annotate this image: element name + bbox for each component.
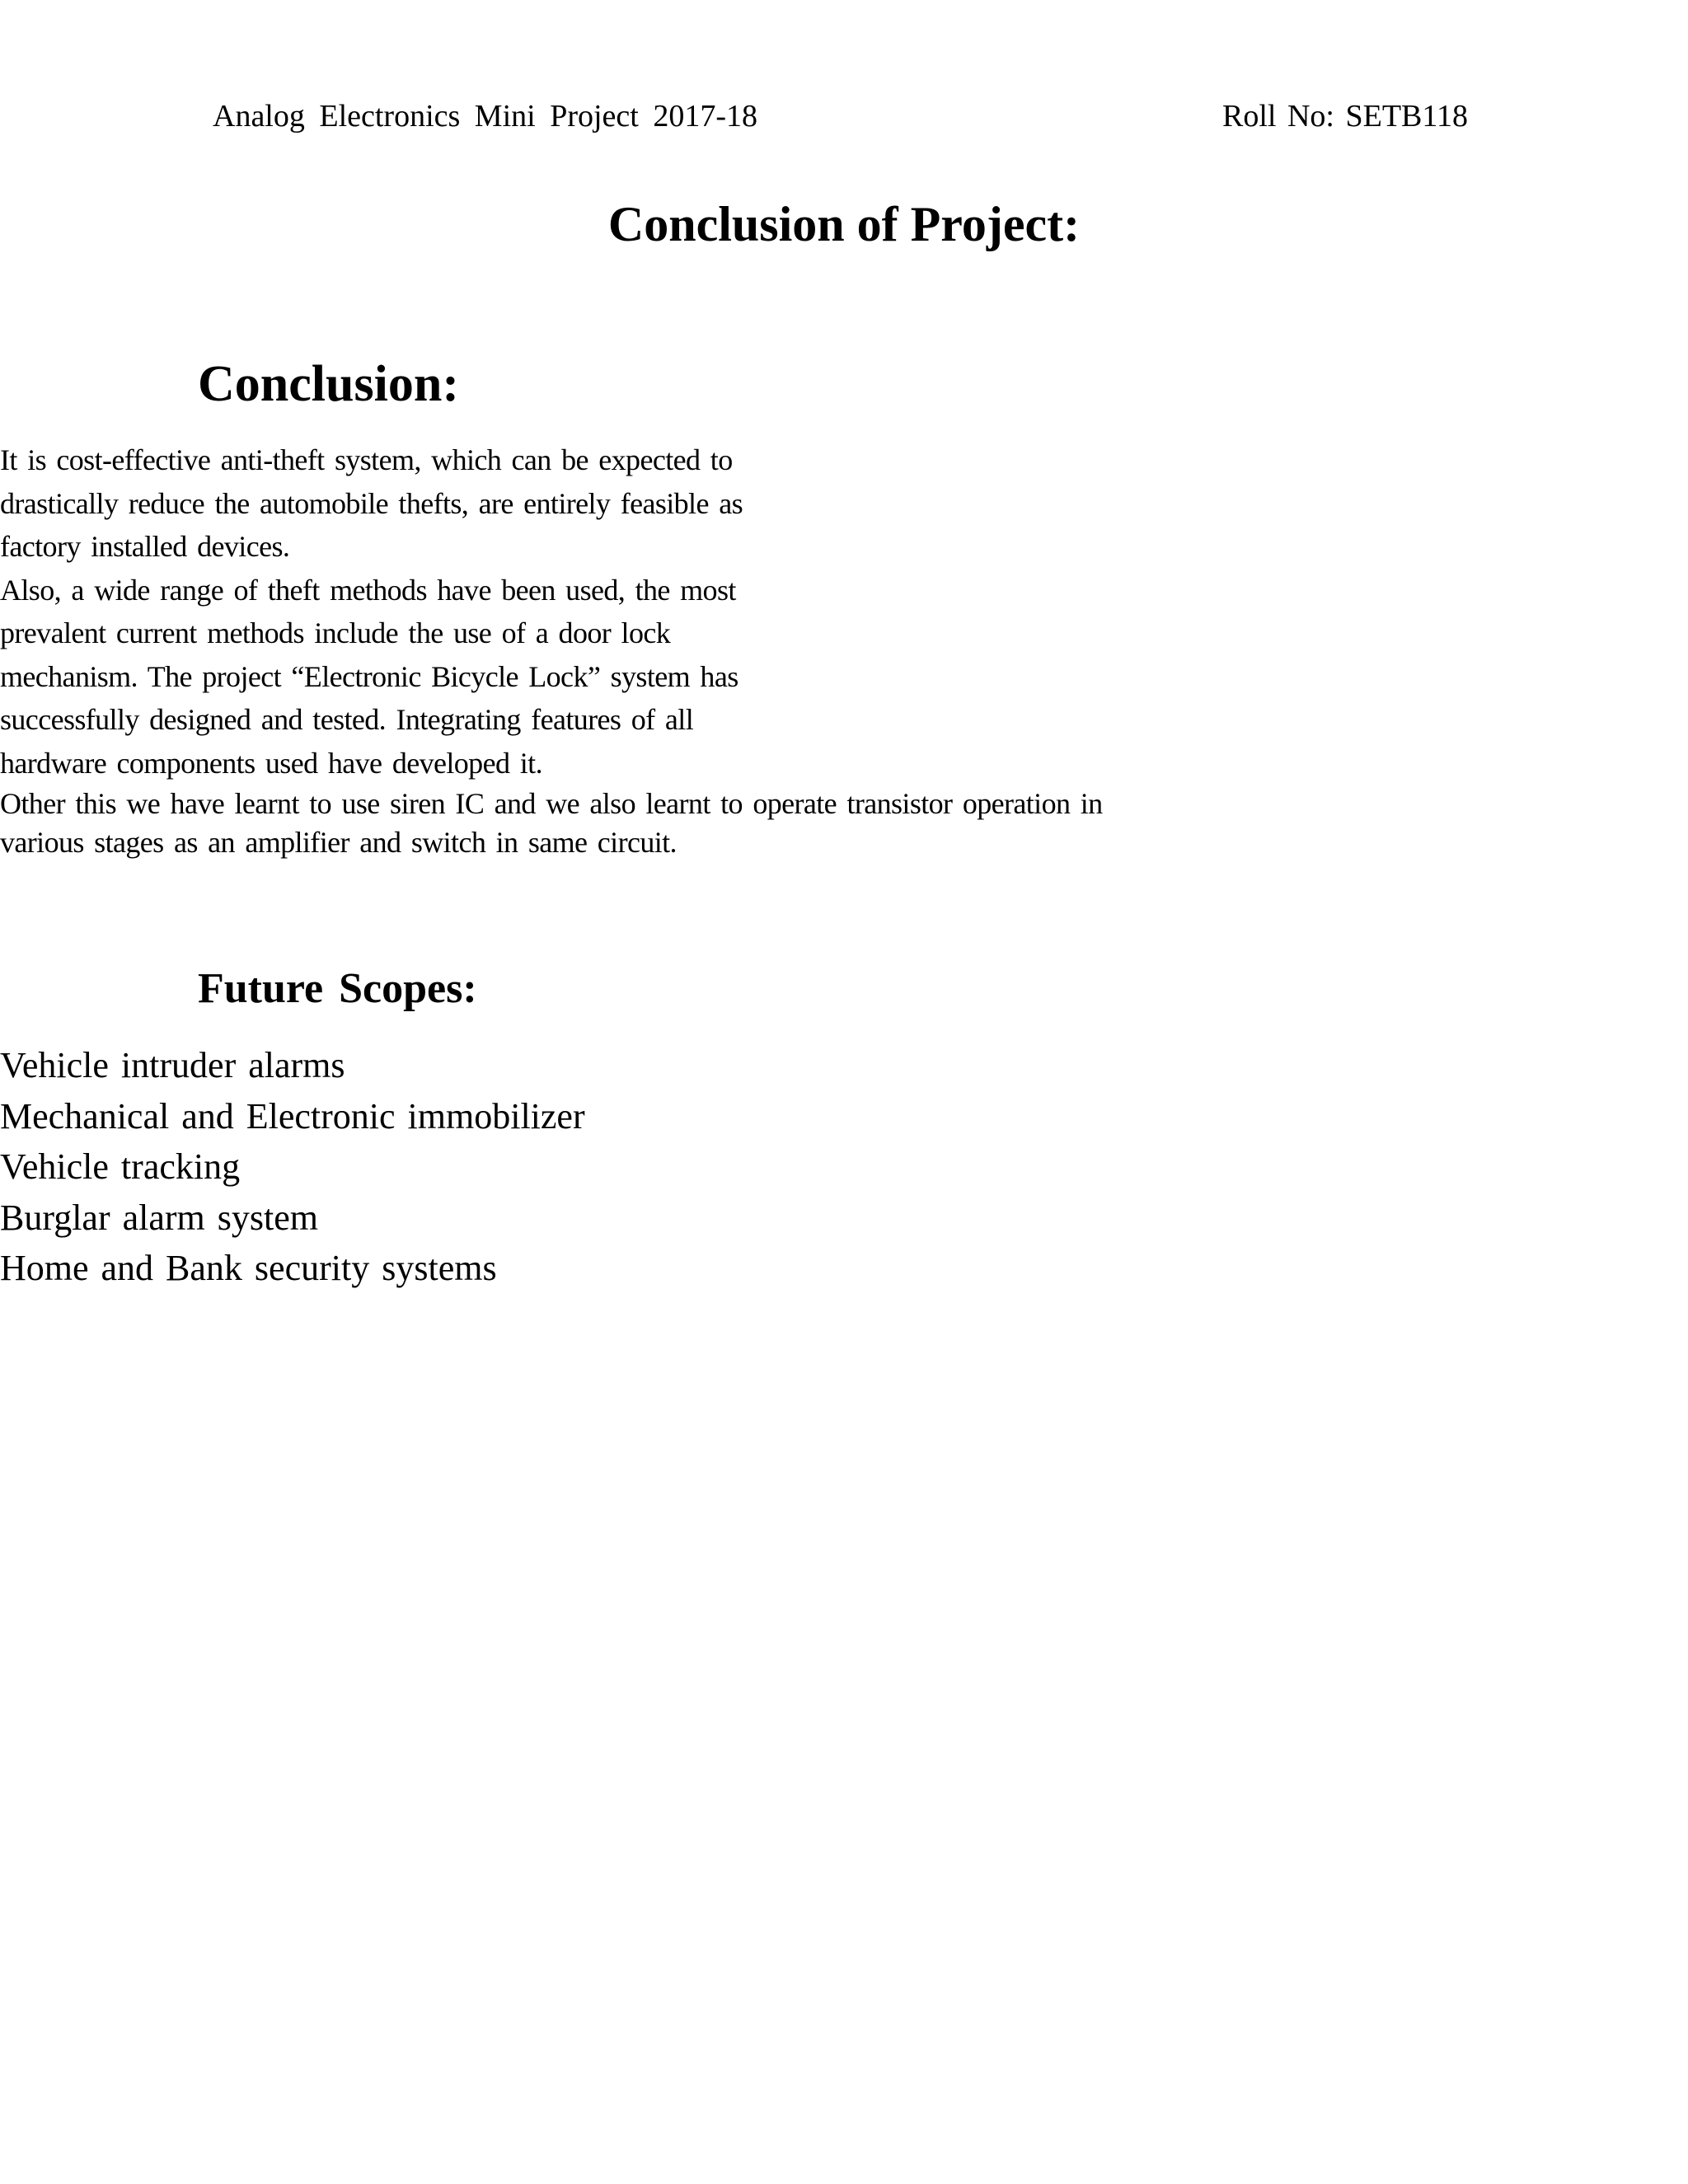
list-item	[0, 1141, 989, 1193]
header-roll-number: Roll No: SETB118	[1222, 99, 1468, 134]
list-item	[0, 655, 1179, 699]
list-item-text: factory installed devices.	[0, 530, 290, 563]
list-item	[0, 438, 1179, 482]
page-header	[213, 96, 1468, 137]
list-item	[0, 1040, 989, 1091]
list-item-text: Home and Bank security systems	[0, 1248, 497, 1288]
header-project-title: Analog Electronics Mini Project 2017-18	[213, 99, 757, 134]
list-item	[0, 785, 1179, 862]
list-item	[0, 698, 1179, 742]
list-item-text: mechanism. The project “Electronic Bicycle Lock” system has	[0, 659, 738, 693]
conclusion-heading: Conclusion:	[198, 356, 459, 412]
list-item-text: prevalent current methods include the use of a door lock	[0, 616, 671, 649]
conclusion-list	[0, 438, 1179, 862]
list-item	[0, 525, 1179, 569]
list-item-text: Vehicle tracking	[0, 1146, 241, 1187]
list-item	[0, 612, 1179, 655]
list-item-text: Also, a wide range of theft methods have been used, the most	[0, 573, 736, 607]
list-item	[0, 1193, 989, 1244]
future-scopes-heading: Future Scopes:	[198, 965, 477, 1012]
list-item	[0, 1091, 989, 1142]
list-item-text: Mechanical and Electronic immobilizer	[0, 1095, 585, 1137]
list-item	[0, 569, 1179, 612]
list-item-text: It is cost-effective anti-theft system, which can be expected to	[0, 443, 733, 476]
list-item-text: drastically reduce the automobile thefts, are entirely feasible as	[0, 486, 743, 520]
page-title: Conclusion of Project:	[607, 197, 1081, 251]
list-item-text: Burglar alarm system	[0, 1197, 318, 1238]
future-scopes-list	[0, 1040, 989, 1294]
list-item-text: Other this we have learnt to use siren IC and we also learnt to operate transistor operation in various stages as an amplifier and switch in same circuit.	[0, 787, 1103, 859]
list-item	[0, 742, 1179, 785]
list-item	[0, 1243, 989, 1294]
list-item-text: successfully designed and tested. Integrating features of all	[0, 703, 694, 736]
list-item	[0, 482, 1179, 526]
list-item-text: hardware components used have developed it.	[0, 746, 542, 780]
list-item-text: Vehicle intruder alarms	[0, 1045, 345, 1085]
